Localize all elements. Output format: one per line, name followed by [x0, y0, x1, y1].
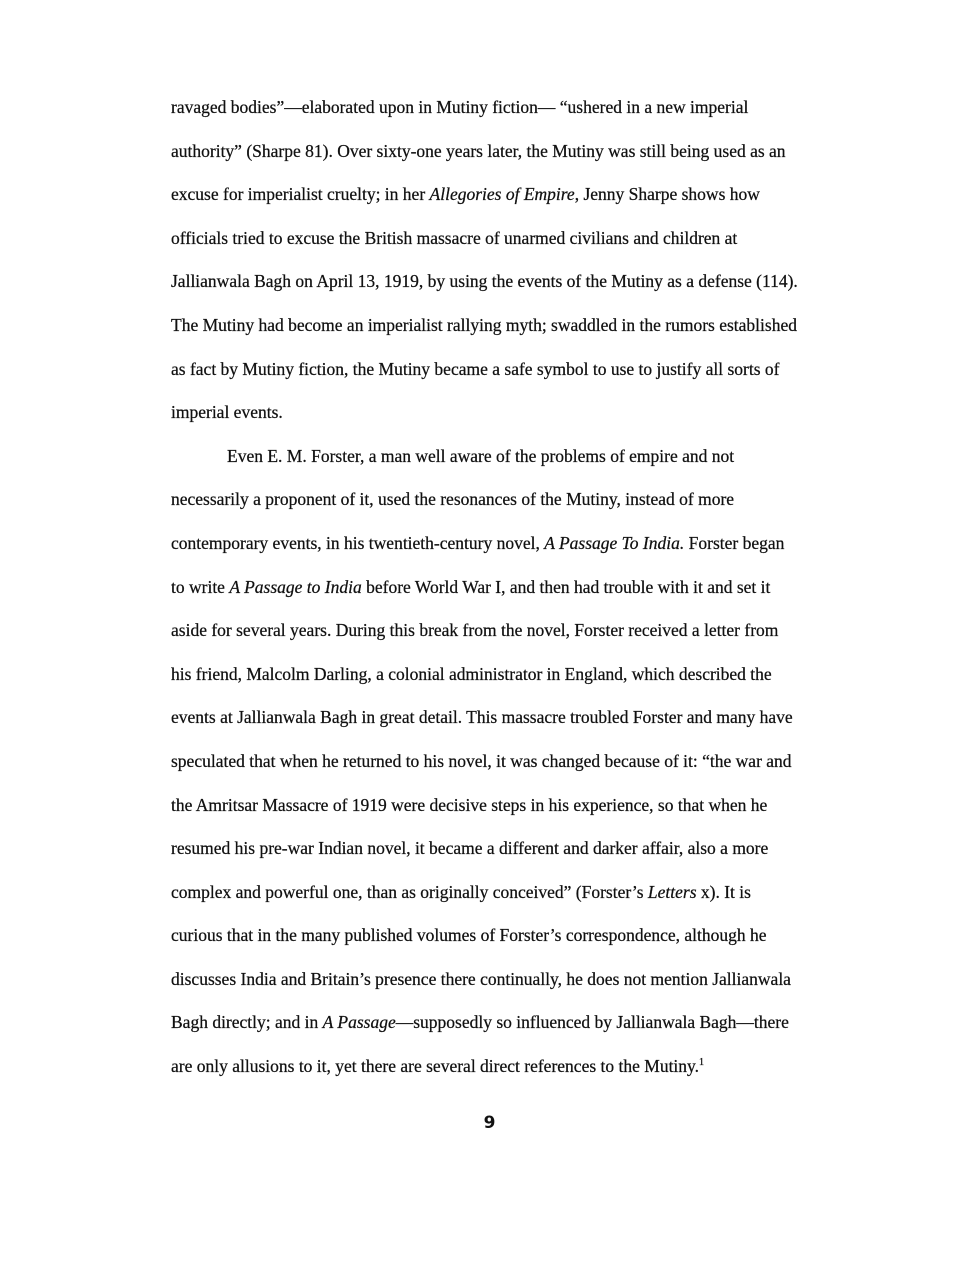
text-fragment: Bagh directly; and in: [171, 1012, 323, 1033]
text-fragment: , Jenny Sharpe shows how: [574, 184, 760, 205]
body-text: [171, 86, 871, 1089]
text-line: imperial events.: [171, 402, 283, 423]
text-fragment: —supposedly so influenced by Jallianwala Bagh—there: [395, 1012, 789, 1033]
text-line: [171, 1045, 871, 1089]
text-fragment: contemporary events, in his twentieth-century novel,: [171, 532, 545, 553]
text-line: authority” (Sharpe 81). Over sixty-one years later, the Mutiny was still being used as an: [171, 140, 786, 161]
text-line: Even E. M. Forster, a man well aware of the problems of empire and not: [227, 445, 735, 466]
book-title: Allegories of Empire: [429, 184, 575, 205]
text-fragment: complex and powerful one, than as originally conceived” (Forster’s: [171, 881, 648, 902]
text-fragment: x). It is: [696, 881, 751, 902]
text-line: speculated that when he returned to his novel, it was changed because of it: “the war and: [171, 750, 792, 771]
paragraph-2: [171, 435, 871, 1089]
text-line: discusses India and Britain’s presence there continually, he does not mention Jallianwala: [171, 968, 791, 989]
footnote-marker[interactable]: 1: [699, 1057, 705, 1069]
paragraph-1: [171, 86, 871, 435]
text-line: [171, 522, 871, 566]
text-line: [171, 566, 871, 610]
book-title: A Passage: [322, 1012, 396, 1033]
book-title: A Passage To India.: [544, 532, 685, 553]
text-fragment: are only allusions to it, yet there are several direct references to the Mutiny.: [171, 1056, 700, 1077]
text-line: officials tried to excuse the British massacre of unarmed civilians and children at: [171, 227, 738, 248]
text-line: Jallianwala Bagh on April 13, 1919, by using the events of the Mutiny as a defense (114).: [171, 271, 798, 292]
text-line: events at Jallianwala Bagh in great detail. This massacre troubled Forster and many have: [171, 707, 793, 728]
text-line: [171, 871, 871, 915]
text-line: [171, 1001, 871, 1045]
text-fragment: excuse for imperialist cruelty; in her: [171, 184, 430, 205]
text-line: resumed his pre-war Indian novel, it became a different and darker affair, also a more: [171, 838, 769, 859]
text-fragment: Forster began: [684, 532, 785, 553]
text-line: the Amritsar Massacre of 1919 were decisive steps in his experience, so that when he: [171, 794, 768, 815]
text-line: necessarily a proponent of it, used the resonances of the Mutiny, instead of more: [171, 489, 735, 510]
book-title: A Passage to India: [229, 576, 362, 597]
text-line: his friend, Malcolm Darling, a colonial administrator in England, which described the: [171, 663, 772, 684]
page-number: 9: [483, 1113, 496, 1133]
text-line: as fact by Mutiny fiction, the Mutiny became a safe symbol to use to justify all sorts of: [171, 358, 780, 379]
text-line: aside for several years. During this break from the novel, Forster received a letter from: [171, 620, 779, 641]
text-line: The Mutiny had become an imperialist rallying myth; swaddled in the rumors established: [171, 314, 797, 335]
text-line: ravaged bodies”—elaborated upon in Mutiny fiction— “ushered in a new imperial: [171, 97, 749, 117]
text-fragment: to write: [171, 576, 230, 597]
text-line: curious that in the many published volumes of Forster’s correspondence, although he: [171, 925, 767, 946]
text-fragment: before World War I, and then had trouble with it and set it: [361, 576, 771, 597]
book-title: Letters: [647, 881, 697, 902]
text-line: [171, 173, 871, 217]
